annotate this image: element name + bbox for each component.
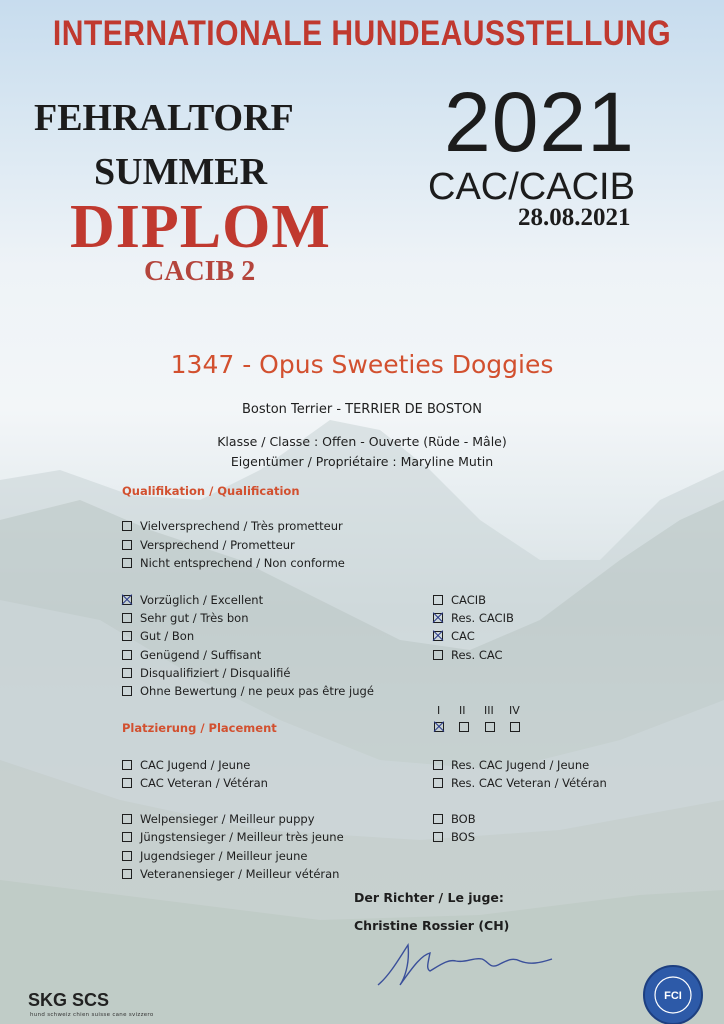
rank-box-4 [510,722,528,732]
option-cac-veteran: CAC Veteran / Vétéran [122,776,268,790]
option-gut: Gut / Bon [122,629,194,643]
checkbox [433,650,443,660]
dog-name: 1347 - Opus Sweeties Doggies [170,350,554,379]
fci-logo [642,964,704,1024]
checkbox [122,778,132,788]
option-ohne-bewertung: Ohne Bewertung / ne peux pas être jugé [122,684,374,698]
checkbox [122,668,132,678]
award-title: CACIB 2 [144,256,256,287]
exhibition-title: INTERNATIONALE HUNDEAUSSTELLUNG [52,14,672,53]
checkbox-checked [122,595,132,605]
dog-class: Klasse / Classe : Offen - Ouverte (Rüde - Mâle) [217,434,507,449]
checkbox [122,540,132,550]
checkbox [122,814,132,824]
option-disqualifiziert: Disqualifiziert / Disqualifié [122,666,290,680]
location-title: FEHRALTORF [34,97,294,139]
checkbox [122,760,132,770]
checkbox-checked [433,631,443,641]
checkbox [433,595,443,605]
checkbox [122,832,132,842]
option-nicht-entsprechend: Nicht entsprechend / Non conforme [122,556,345,570]
option-cacib: CACIB [433,593,486,607]
checkbox [433,832,443,842]
option-veteranensieger: Veteranensieger / Meilleur vétéran [122,867,339,881]
skg-subtitle: hund schweiz chien suisse cane svizzero [30,1012,154,1018]
rank-label-2: II [459,704,466,717]
rank-box-1 [434,722,452,732]
option-genugend: Genügend / Suffisant [122,648,261,662]
rank-label-3: III [484,704,494,717]
option-sehr-gut: Sehr gut / Très bon [122,611,249,625]
checkbox [485,722,495,732]
checkbox [122,869,132,879]
dog-breed: Boston Terrier - TERRIER DE BOSTON [241,402,483,417]
option-vielversprechend: Vielversprechend / Très prometteur [122,519,343,533]
dog-owner: Eigentümer / Propriétaire : Maryline Mutin [230,454,494,469]
rank-box-2 [459,722,477,732]
option-res-cac-jugend: Res. CAC Jugend / Jeune [433,758,589,772]
judge-name: Christine Rossier (CH) [354,918,510,933]
option-jugendsieger: Jugendsieger / Meilleur jeune [122,849,307,863]
option-bos: BOS [433,830,475,844]
option-res-cac: Res. CAC [433,648,503,662]
fci-logo-text: FCI [664,990,682,1002]
checkbox [122,631,132,641]
rank-label-4: IV [509,704,520,717]
checkbox [459,722,469,732]
option-res-cacib: Res. CACIB [433,611,514,625]
checkbox [433,778,443,788]
checkbox [510,722,520,732]
checkbox-checked [433,613,443,623]
option-versprechend: Versprechend / Prometteur [122,538,295,552]
checkbox-checked [434,722,444,732]
rank-label-1: I [437,704,441,717]
checkbox [122,558,132,568]
option-res-cac-veteran: Res. CAC Veteran / Vétéran [433,776,607,790]
show-type-title: CAC/CACIB [428,166,635,208]
edition-title: SUMMER [94,151,268,193]
skg-logo [28,990,109,1011]
checkbox [122,851,132,861]
checkbox [122,613,132,623]
option-cac: CAC [433,629,475,643]
show-date: 28.08.2021 [518,204,631,231]
rank-box-3 [485,722,503,732]
document-type-title: DIPLOM [70,193,331,261]
checkbox [122,650,132,660]
qualification-heading: Qualifikation / Qualification [122,484,300,498]
option-jungstensieger: Jüngstensieger / Meilleur très jeune [122,830,344,844]
option-vorzuglich: Vorzüglich / Excellent [122,593,263,607]
placement-heading: Platzierung / Placement [122,721,277,735]
option-cac-jugend: CAC Jugend / Jeune [122,758,250,772]
checkbox [433,760,443,770]
skg-logo-text: SKG SCS [28,990,110,1010]
option-welpensieger: Welpensieger / Meilleur puppy [122,812,315,826]
judge-label: Der Richter / Le juge: [354,890,504,905]
checkbox [122,686,132,696]
option-bob: BOB [433,812,476,826]
judge-signature [370,935,570,990]
checkbox [122,521,132,531]
year-title: 2021 [444,75,635,169]
checkbox [433,814,443,824]
